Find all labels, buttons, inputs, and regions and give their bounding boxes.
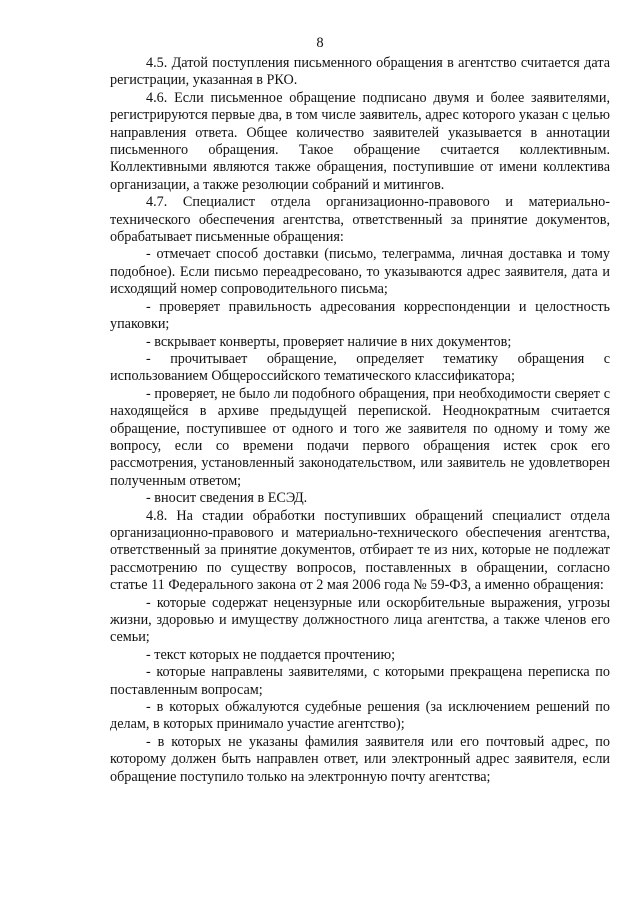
document-body xyxy=(110,55,610,786)
paragraph-4-5: 4.5. Датой поступления письменного обращения в агентство считается дата регистрации, указанная в РКО. xyxy=(110,55,610,89)
list-item: - проверяет правильность адресования корреспонденции и целостность упаковки; xyxy=(110,298,610,333)
list-item: - вскрывает конверты, проверяет наличие в них документов; xyxy=(146,333,512,350)
list-item: - вносит сведения в ЕСЭД. xyxy=(146,490,308,507)
paragraph-4-8: 4.8. На стадии обработки поступивших обращений специалист отдела организационно-правового и материально-технического обеспечения агентства, ответственный за принятие документов, отбирает те из них, которые не подлежат рассмотрению по существу вопросов, поставленных в обращении, согласно статье 11 Федерального закона от 2 мая 2006 года № 59-ФЗ, а именно обращения: xyxy=(110,507,610,594)
list-item: - которые направлены заявителями, с которыми прекращена переписка по поставленным вопросам; xyxy=(110,664,610,698)
list-item: - отмечает способ доставки (письмо, телеграмма, личная доставка и тому подобное). Если письмо переадресовано, то указываются адрес заявителя, дата и исходящий номер сопроводительного письма; xyxy=(110,246,610,298)
list-item: - в которых не указаны фамилия заявителя или его почтовый адрес, по которому должен быть направлен ответ, или электронный адрес заявителя, если обращение поступило только на электронную почту агентства; xyxy=(110,733,610,785)
list-item: - в которых обжалуются судебные решения (за исключением решений по делам, в которых принимало участие агентство); xyxy=(110,699,610,733)
paragraph-4-6: 4.6. Если письменное обращение подписано двумя и более заявителями, регистрируются первые два, в том числе заявитель, адрес которого указан с целью направления ответа. Общее количество заявителей указывается в аннотации письменного обращения. Такое обращение считается коллективным. Коллективными являются также обращения, поступившие от имени коллектива организации, а также резолюции собраний и митингов. xyxy=(110,89,610,193)
page-number: 8 xyxy=(316,35,324,51)
paragraph-4-7: 4.7. Специалист отдела организационно-правового и материально-технического обеспечения агентства, ответственный за принятие документов, обрабатывает письменные обращения: xyxy=(110,194,610,246)
list-item: - прочитывает обращение, определяет тематику обращения с использованием Общероссийского тематического классификатора; xyxy=(110,350,610,385)
list-item: - текст которых не поддается прочтению; xyxy=(146,646,396,663)
list-item: - проверяет, не было ли подобного обращения, при необходимости сверяет с находящейся в архиве предыдущей перепиской. Неоднократным считается обращение, поступившее от одного и того же заявителя по одному и тому же вопросу, если со времени подачи первого обращения истек срок его рассмотрения, установленный законодательством, или заявитель не удовлетворен полученным ответом; xyxy=(110,385,610,489)
list-item: - которые содержат нецензурные или оскорбительные выражения, угрозы жизни, здоровью и имуществу должностного лица агентства, а также членов его семьи; xyxy=(110,594,610,646)
